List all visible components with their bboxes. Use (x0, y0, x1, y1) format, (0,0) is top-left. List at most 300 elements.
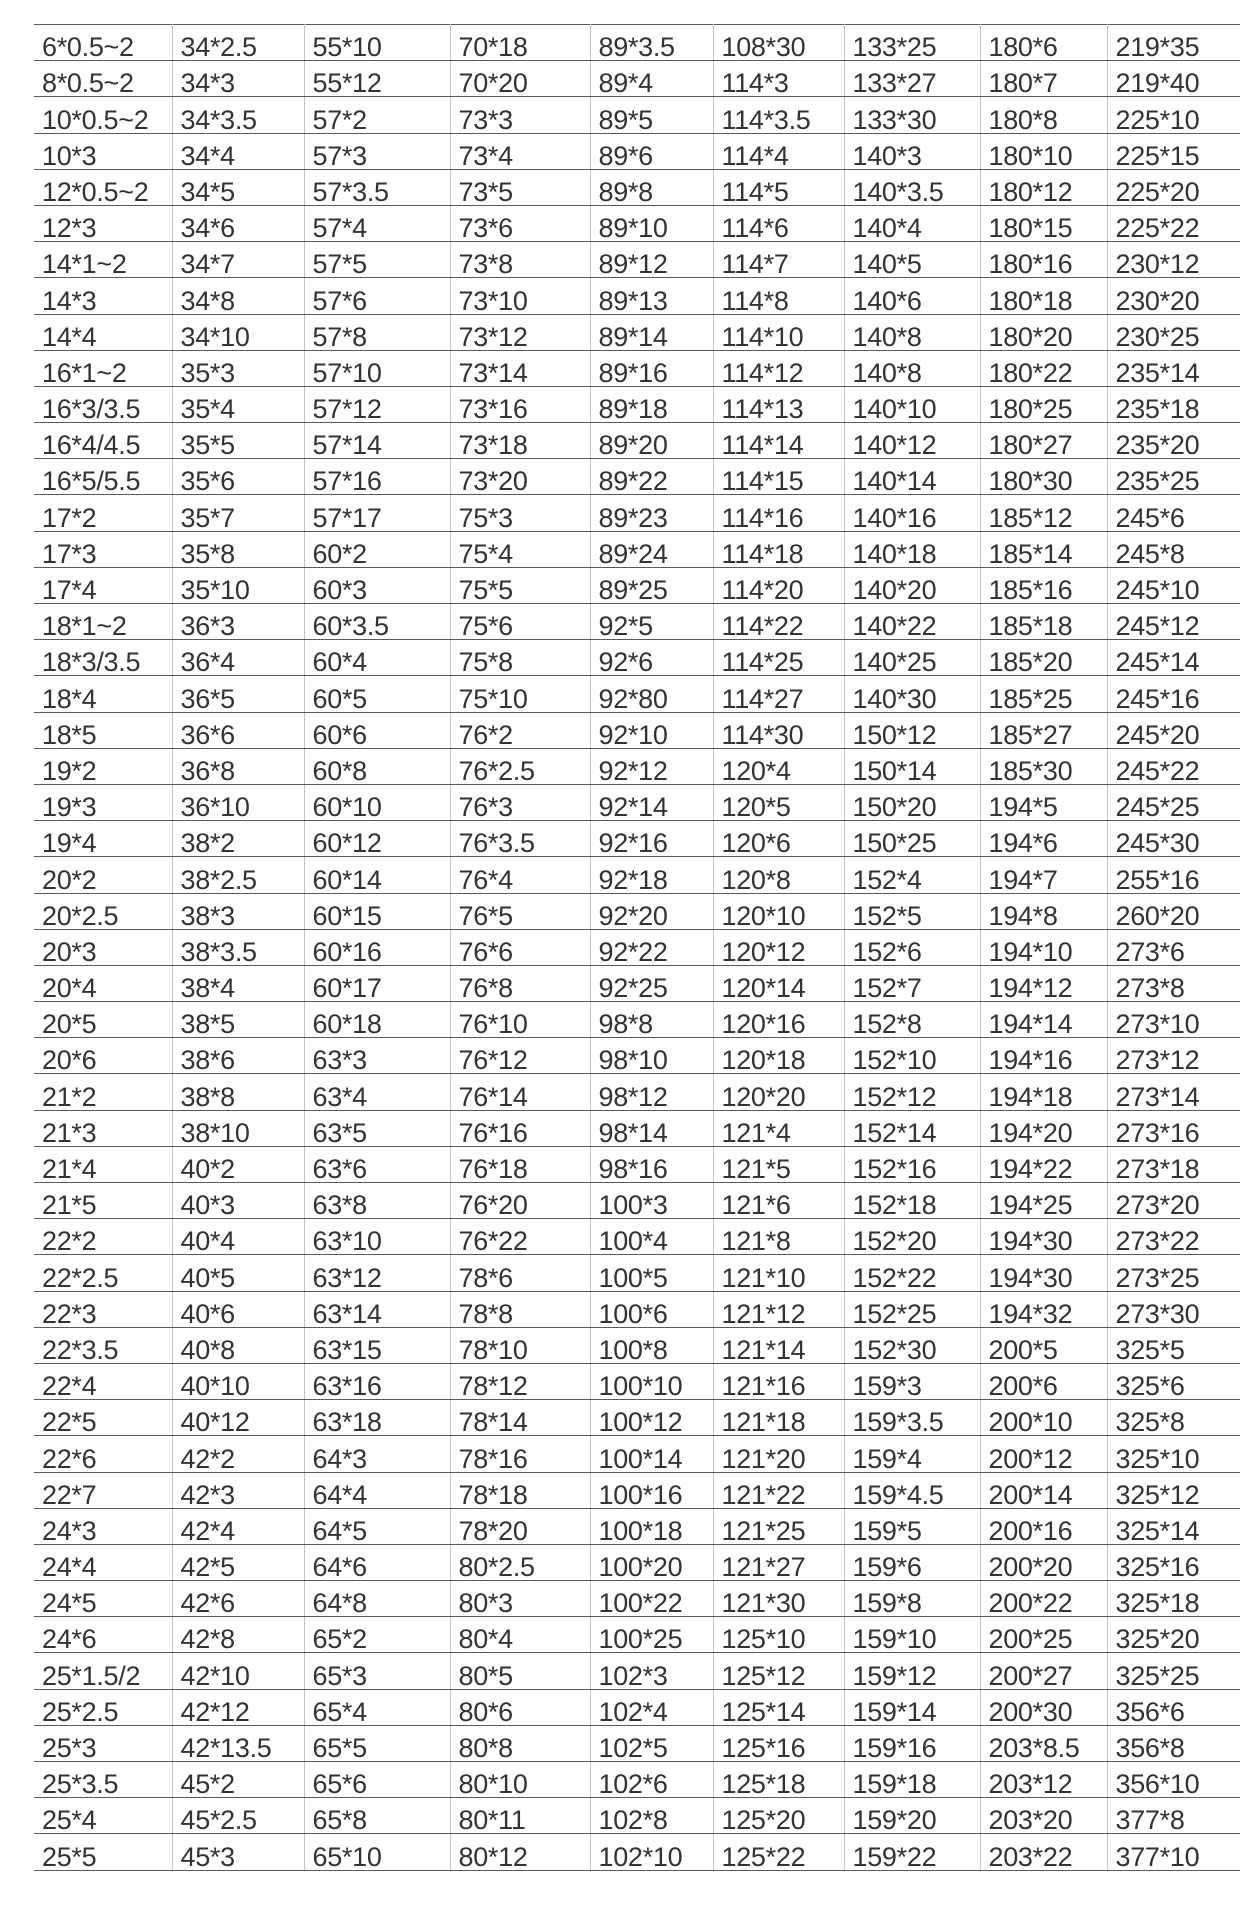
size-cell: 38*2 (172, 821, 304, 857)
size-cell: 63*6 (304, 1146, 450, 1182)
size-cell: 80*11 (450, 1798, 590, 1834)
size-cell: 121*8 (713, 1219, 844, 1255)
size-cell: 63*14 (304, 1291, 450, 1327)
size-cell: 24*6 (34, 1617, 172, 1653)
size-cell: 125*20 (713, 1798, 844, 1834)
size-cell: 73*3 (450, 97, 590, 133)
size-cell: 35*8 (172, 531, 304, 567)
size-cell: 120*6 (713, 821, 844, 857)
size-cell: 200*27 (980, 1653, 1107, 1689)
size-cell: 121*12 (713, 1291, 844, 1327)
size-cell: 40*6 (172, 1291, 304, 1327)
size-cell: 75*8 (450, 640, 590, 676)
size-cell: 325*14 (1107, 1508, 1240, 1544)
size-cell: 38*8 (172, 1074, 304, 1110)
size-cell: 25*2.5 (34, 1689, 172, 1725)
size-cell: 65*8 (304, 1798, 450, 1834)
size-cell: 185*20 (980, 640, 1107, 676)
size-cell: 98*12 (590, 1074, 713, 1110)
size-cell: 133*30 (844, 97, 980, 133)
size-cell: 152*16 (844, 1146, 980, 1182)
table-row (34, 1363, 1240, 1399)
size-cell: 225*22 (1107, 205, 1240, 241)
size-table (34, 24, 1240, 1871)
size-cell: 21*4 (34, 1146, 172, 1182)
size-cell: 125*14 (713, 1689, 844, 1725)
size-cell: 140*8 (844, 350, 980, 386)
size-cell: 159*8 (844, 1581, 980, 1617)
size-cell: 80*12 (450, 1834, 590, 1870)
size-cell: 34*8 (172, 278, 304, 314)
size-cell: 75*6 (450, 604, 590, 640)
size-cell: 34*3.5 (172, 97, 304, 133)
size-cell: 45*2.5 (172, 1798, 304, 1834)
size-cell: 20*4 (34, 965, 172, 1001)
size-cell: 159*4.5 (844, 1472, 980, 1508)
size-cell: 45*3 (172, 1834, 304, 1870)
size-cell: 100*12 (590, 1400, 713, 1436)
size-cell: 21*2 (34, 1074, 172, 1110)
table-row (34, 1436, 1240, 1472)
size-cell: 325*16 (1107, 1544, 1240, 1580)
size-cell: 200*14 (980, 1472, 1107, 1508)
size-cell: 60*4 (304, 640, 450, 676)
size-cell: 80*2.5 (450, 1544, 590, 1580)
size-cell: 180*22 (980, 350, 1107, 386)
size-cell: 245*30 (1107, 821, 1240, 857)
size-cell: 57*17 (304, 495, 450, 531)
size-cell: 89*10 (590, 205, 713, 241)
size-cell: 12*3 (34, 205, 172, 241)
size-cell: 57*2 (304, 97, 450, 133)
size-cell: 18*1~2 (34, 604, 172, 640)
size-cell: 273*14 (1107, 1074, 1240, 1110)
size-cell: 180*18 (980, 278, 1107, 314)
size-cell: 114*4 (713, 133, 844, 169)
size-cell: 98*14 (590, 1110, 713, 1146)
size-cell: 140*10 (844, 386, 980, 422)
size-cell: 203*12 (980, 1762, 1107, 1798)
size-cell: 22*7 (34, 1472, 172, 1508)
size-cell: 114*13 (713, 386, 844, 422)
size-cell: 40*5 (172, 1255, 304, 1291)
table-row (34, 314, 1240, 350)
size-cell: 73*20 (450, 459, 590, 495)
size-cell: 36*6 (172, 712, 304, 748)
size-cell: 194*20 (980, 1110, 1107, 1146)
size-cell: 140*18 (844, 531, 980, 567)
size-cell: 89*20 (590, 423, 713, 459)
size-cell: 40*2 (172, 1146, 304, 1182)
size-cell: 63*10 (304, 1219, 450, 1255)
size-cell: 22*3 (34, 1291, 172, 1327)
size-cell: 60*2 (304, 531, 450, 567)
size-cell: 8*0.5~2 (34, 61, 172, 97)
size-cell: 76*16 (450, 1110, 590, 1146)
size-cell: 65*2 (304, 1617, 450, 1653)
size-cell: 121*6 (713, 1183, 844, 1219)
size-cell: 225*20 (1107, 169, 1240, 205)
table-row (34, 1219, 1240, 1255)
size-cell: 40*3 (172, 1183, 304, 1219)
size-cell: 180*16 (980, 242, 1107, 278)
size-cell: 120*5 (713, 784, 844, 820)
size-cell: 121*10 (713, 1255, 844, 1291)
size-cell: 194*32 (980, 1291, 1107, 1327)
size-cell: 78*6 (450, 1255, 590, 1291)
size-cell: 63*4 (304, 1074, 450, 1110)
size-cell: 255*16 (1107, 857, 1240, 893)
size-cell: 114*8 (713, 278, 844, 314)
size-cell: 73*4 (450, 133, 590, 169)
size-cell: 121*27 (713, 1544, 844, 1580)
size-cell: 225*10 (1107, 97, 1240, 133)
size-cell: 273*10 (1107, 1002, 1240, 1038)
size-cell: 100*10 (590, 1363, 713, 1399)
size-cell: 42*13.5 (172, 1725, 304, 1761)
size-cell: 200*12 (980, 1436, 1107, 1472)
size-cell: 22*2.5 (34, 1255, 172, 1291)
table-row (34, 1508, 1240, 1544)
size-cell: 230*20 (1107, 278, 1240, 314)
size-cell: 180*30 (980, 459, 1107, 495)
size-cell: 260*20 (1107, 893, 1240, 929)
size-cell: 152*22 (844, 1255, 980, 1291)
size-cell: 65*6 (304, 1762, 450, 1798)
size-cell: 140*20 (844, 567, 980, 603)
size-cell: 34*2.5 (172, 25, 304, 61)
size-cell: 92*10 (590, 712, 713, 748)
size-cell: 159*22 (844, 1834, 980, 1870)
size-cell: 245*14 (1107, 640, 1240, 676)
size-cell: 102*6 (590, 1762, 713, 1798)
size-cell: 185*18 (980, 604, 1107, 640)
size-cell: 325*8 (1107, 1400, 1240, 1436)
size-cell: 152*25 (844, 1291, 980, 1327)
size-cell: 114*6 (713, 205, 844, 241)
size-cell: 17*2 (34, 495, 172, 531)
size-cell: 92*5 (590, 604, 713, 640)
size-cell: 36*3 (172, 604, 304, 640)
size-cell: 65*10 (304, 1834, 450, 1870)
size-cell: 60*10 (304, 784, 450, 820)
size-cell: 64*4 (304, 1472, 450, 1508)
size-cell: 133*25 (844, 25, 980, 61)
size-cell: 203*8.5 (980, 1725, 1107, 1761)
table-row (34, 1327, 1240, 1363)
size-grid-body (34, 25, 1240, 1871)
size-cell: 194*14 (980, 1002, 1107, 1038)
size-cell: 140*14 (844, 459, 980, 495)
table-row (34, 423, 1240, 459)
size-cell: 152*14 (844, 1110, 980, 1146)
table-row (34, 893, 1240, 929)
size-cell: 120*10 (713, 893, 844, 929)
size-cell: 200*25 (980, 1617, 1107, 1653)
size-cell: 92*25 (590, 965, 713, 1001)
size-cell: 92*12 (590, 748, 713, 784)
size-cell: 42*10 (172, 1653, 304, 1689)
size-cell: 76*8 (450, 965, 590, 1001)
table-row (34, 1725, 1240, 1761)
size-cell: 100*25 (590, 1617, 713, 1653)
size-cell: 273*18 (1107, 1146, 1240, 1182)
size-cell: 35*10 (172, 567, 304, 603)
size-cell: 185*27 (980, 712, 1107, 748)
size-cell: 70*20 (450, 61, 590, 97)
size-cell: 114*10 (713, 314, 844, 350)
size-cell: 185*12 (980, 495, 1107, 531)
size-cell: 73*5 (450, 169, 590, 205)
size-cell: 120*4 (713, 748, 844, 784)
size-cell: 120*20 (713, 1074, 844, 1110)
size-cell: 76*3 (450, 784, 590, 820)
size-grid (34, 24, 1240, 1871)
size-cell: 76*3.5 (450, 821, 590, 857)
size-cell: 20*6 (34, 1038, 172, 1074)
size-cell: 235*18 (1107, 386, 1240, 422)
size-cell: 114*27 (713, 676, 844, 712)
size-cell: 35*3 (172, 350, 304, 386)
table-row (34, 1291, 1240, 1327)
size-cell: 100*22 (590, 1581, 713, 1617)
table-row (34, 133, 1240, 169)
size-cell: 19*3 (34, 784, 172, 820)
table-row (34, 821, 1240, 857)
size-cell: 89*5 (590, 97, 713, 133)
size-cell: 152*10 (844, 1038, 980, 1074)
size-cell: 114*5 (713, 169, 844, 205)
size-cell: 159*10 (844, 1617, 980, 1653)
size-cell: 159*3 (844, 1363, 980, 1399)
size-cell: 24*5 (34, 1581, 172, 1617)
size-cell: 89*12 (590, 242, 713, 278)
size-cell: 63*15 (304, 1327, 450, 1363)
size-cell: 16*1~2 (34, 350, 172, 386)
table-row (34, 1581, 1240, 1617)
size-cell: 140*3.5 (844, 169, 980, 205)
size-cell: 34*5 (172, 169, 304, 205)
size-cell: 12*0.5~2 (34, 169, 172, 205)
size-cell: 98*16 (590, 1146, 713, 1182)
size-cell: 42*2 (172, 1436, 304, 1472)
size-cell: 152*8 (844, 1002, 980, 1038)
size-cell: 60*14 (304, 857, 450, 893)
size-cell: 121*18 (713, 1400, 844, 1436)
size-cell: 273*20 (1107, 1183, 1240, 1219)
size-cell: 63*3 (304, 1038, 450, 1074)
size-cell: 78*10 (450, 1327, 590, 1363)
size-cell: 42*4 (172, 1508, 304, 1544)
size-cell: 185*16 (980, 567, 1107, 603)
size-cell: 159*16 (844, 1725, 980, 1761)
table-row (34, 965, 1240, 1001)
size-cell: 64*3 (304, 1436, 450, 1472)
size-cell: 76*5 (450, 893, 590, 929)
size-cell: 185*25 (980, 676, 1107, 712)
size-cell: 78*8 (450, 1291, 590, 1327)
size-cell: 152*30 (844, 1327, 980, 1363)
size-cell: 92*16 (590, 821, 713, 857)
size-cell: 89*16 (590, 350, 713, 386)
size-cell: 180*25 (980, 386, 1107, 422)
size-cell: 22*5 (34, 1400, 172, 1436)
size-cell: 65*3 (304, 1653, 450, 1689)
size-cell: 159*14 (844, 1689, 980, 1725)
size-cell: 34*6 (172, 205, 304, 241)
size-cell: 185*14 (980, 531, 1107, 567)
size-cell: 60*15 (304, 893, 450, 929)
size-cell: 73*12 (450, 314, 590, 350)
size-cell: 325*10 (1107, 1436, 1240, 1472)
size-cell: 114*12 (713, 350, 844, 386)
table-row (34, 1617, 1240, 1653)
size-cell: 125*16 (713, 1725, 844, 1761)
size-cell: 121*30 (713, 1581, 844, 1617)
size-cell: 102*10 (590, 1834, 713, 1870)
size-cell: 230*12 (1107, 242, 1240, 278)
size-cell: 273*8 (1107, 965, 1240, 1001)
size-cell: 100*3 (590, 1183, 713, 1219)
size-cell: 76*18 (450, 1146, 590, 1182)
size-cell: 125*10 (713, 1617, 844, 1653)
size-cell: 98*10 (590, 1038, 713, 1074)
size-cell: 75*3 (450, 495, 590, 531)
size-cell: 57*5 (304, 242, 450, 278)
size-cell: 34*3 (172, 61, 304, 97)
table-row (34, 278, 1240, 314)
size-cell: 194*22 (980, 1146, 1107, 1182)
size-cell: 38*10 (172, 1110, 304, 1146)
size-cell: 273*22 (1107, 1219, 1240, 1255)
size-cell: 140*5 (844, 242, 980, 278)
size-cell: 180*12 (980, 169, 1107, 205)
size-cell: 325*20 (1107, 1617, 1240, 1653)
size-cell: 57*10 (304, 350, 450, 386)
size-cell: 63*18 (304, 1400, 450, 1436)
size-cell: 180*10 (980, 133, 1107, 169)
size-cell: 159*5 (844, 1508, 980, 1544)
size-cell: 102*8 (590, 1798, 713, 1834)
size-cell: 200*10 (980, 1400, 1107, 1436)
size-cell: 180*7 (980, 61, 1107, 97)
size-cell: 35*6 (172, 459, 304, 495)
size-cell: 16*3/3.5 (34, 386, 172, 422)
size-cell: 180*27 (980, 423, 1107, 459)
size-cell: 98*8 (590, 1002, 713, 1038)
size-cell: 60*3 (304, 567, 450, 603)
table-row (34, 242, 1240, 278)
table-row (34, 712, 1240, 748)
size-cell: 38*6 (172, 1038, 304, 1074)
size-cell: 194*25 (980, 1183, 1107, 1219)
size-cell: 20*5 (34, 1002, 172, 1038)
size-cell: 24*4 (34, 1544, 172, 1580)
size-cell: 89*13 (590, 278, 713, 314)
size-cell: 78*12 (450, 1363, 590, 1399)
size-cell: 100*5 (590, 1255, 713, 1291)
size-cell: 25*3.5 (34, 1762, 172, 1798)
size-cell: 60*17 (304, 965, 450, 1001)
size-cell: 180*20 (980, 314, 1107, 350)
table-row (34, 1146, 1240, 1182)
size-cell: 65*5 (304, 1725, 450, 1761)
size-cell: 273*30 (1107, 1291, 1240, 1327)
size-cell: 14*3 (34, 278, 172, 314)
size-cell: 34*4 (172, 133, 304, 169)
size-cell: 38*4 (172, 965, 304, 1001)
size-cell: 194*30 (980, 1219, 1107, 1255)
size-cell: 60*3.5 (304, 604, 450, 640)
size-cell: 200*20 (980, 1544, 1107, 1580)
size-cell: 60*18 (304, 1002, 450, 1038)
size-cell: 10*0.5~2 (34, 97, 172, 133)
size-cell: 121*5 (713, 1146, 844, 1182)
table-row (34, 1400, 1240, 1436)
size-cell: 92*14 (590, 784, 713, 820)
size-cell: 273*25 (1107, 1255, 1240, 1291)
size-cell: 356*10 (1107, 1762, 1240, 1798)
size-cell: 89*8 (590, 169, 713, 205)
size-cell: 121*16 (713, 1363, 844, 1399)
size-cell: 40*12 (172, 1400, 304, 1436)
size-cell: 80*10 (450, 1762, 590, 1798)
size-cell: 76*14 (450, 1074, 590, 1110)
size-cell: 14*4 (34, 314, 172, 350)
table-row (34, 1038, 1240, 1074)
table-row (34, 1798, 1240, 1834)
size-cell: 76*6 (450, 929, 590, 965)
size-cell: 20*3 (34, 929, 172, 965)
size-cell: 21*5 (34, 1183, 172, 1219)
size-cell: 60*6 (304, 712, 450, 748)
table-row (34, 748, 1240, 784)
size-cell: 150*25 (844, 821, 980, 857)
size-cell: 100*8 (590, 1327, 713, 1363)
size-cell: 64*8 (304, 1581, 450, 1617)
table-row (34, 386, 1240, 422)
size-cell: 17*3 (34, 531, 172, 567)
table-row (34, 784, 1240, 820)
size-cell: 200*6 (980, 1363, 1107, 1399)
table-row (34, 640, 1240, 676)
size-cell: 120*14 (713, 965, 844, 1001)
size-cell: 356*6 (1107, 1689, 1240, 1725)
size-cell: 73*18 (450, 423, 590, 459)
table-row (34, 567, 1240, 603)
size-cell: 159*6 (844, 1544, 980, 1580)
size-cell: 125*22 (713, 1834, 844, 1870)
size-cell: 42*8 (172, 1617, 304, 1653)
size-cell: 76*12 (450, 1038, 590, 1074)
size-cell: 180*15 (980, 205, 1107, 241)
size-cell: 150*14 (844, 748, 980, 784)
size-cell: 100*14 (590, 1436, 713, 1472)
table-row (34, 1002, 1240, 1038)
size-cell: 235*14 (1107, 350, 1240, 386)
size-cell: 57*3 (304, 133, 450, 169)
size-cell: 38*5 (172, 1002, 304, 1038)
size-cell: 89*25 (590, 567, 713, 603)
size-cell: 73*14 (450, 350, 590, 386)
size-cell: 17*4 (34, 567, 172, 603)
size-cell: 200*30 (980, 1689, 1107, 1725)
size-cell: 273*6 (1107, 929, 1240, 965)
size-cell: 19*2 (34, 748, 172, 784)
size-cell: 60*12 (304, 821, 450, 857)
size-cell: 159*3.5 (844, 1400, 980, 1436)
size-cell: 18*5 (34, 712, 172, 748)
